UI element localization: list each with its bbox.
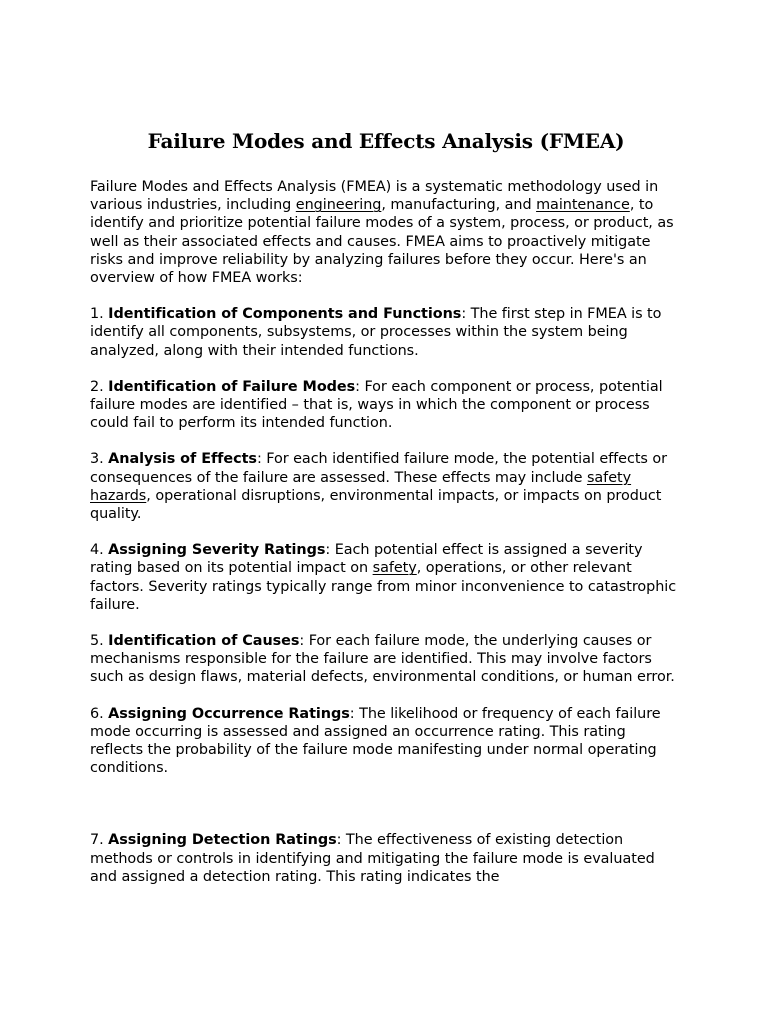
step-text: : The likelihood or frequency of each failure mode occurring is assessed and assigned an occurrence rating. This rating reflects the probability of the failure mode manifesting under normal operating conditions.	[90, 705, 661, 777]
step-text: : The effectiveness of existing detection methods or controls in identifying and mitigating the failure mode is evaluated and assigned a detection rating. This rating indicates the	[90, 832, 655, 885]
step-heading: Assigning Severity Ratings	[108, 542, 326, 559]
step-number: 5.	[90, 633, 109, 650]
step-number: 2.	[90, 378, 109, 395]
step-heading: Assigning Occurrence Ratings	[108, 705, 350, 722]
step-6-paragraph	[90, 705, 682, 778]
intro-text: , manufacturing, and	[381, 197, 537, 214]
link-safety-hazards[interactable]: safety hazards	[90, 469, 632, 504]
step-heading: Identification of Failure Modes	[108, 378, 356, 395]
step-number: 1.	[90, 306, 109, 323]
step-heading: Analysis of Effects	[108, 451, 257, 468]
step-7-paragraph	[90, 831, 682, 886]
intro-text: , to identify and prioritize potential failure modes of a system, process, or product, as well as their associated effects and causes. FMEA aims to proactively mitigate risks and improve reliability by analyzing failures before they occur. Here's an overview of how FMEA works:	[90, 197, 674, 287]
step-4-paragraph	[90, 541, 682, 614]
step-2-paragraph	[90, 378, 682, 433]
step-heading: Identification of Components and Functions	[108, 306, 462, 323]
step-text: : For each identified failure mode, the potential effects or consequences of the failure are assessed. These effects may include	[90, 451, 668, 486]
step-3-paragraph	[90, 450, 682, 523]
document-title: Failure Modes and Effects Analysis (FMEA)	[147, 129, 625, 153]
step-heading: Identification of Causes	[108, 633, 300, 650]
link-maintenance[interactable]: maintenance	[536, 197, 630, 214]
step-text: , operations, or other relevant factors. Severity ratings typically range from minor inconvenience to catastrophic failure.	[90, 560, 677, 613]
intro-text: Failure Modes and Effects Analysis (FMEA) is a systematic methodology used in various industries, including	[90, 179, 659, 214]
step-number: 6.	[90, 705, 109, 722]
step-heading: Assigning Detection Ratings	[108, 832, 337, 849]
step-text: : Each potential effect is assigned a severity rating based on its potential impact on	[90, 542, 643, 577]
step-5-paragraph	[90, 632, 682, 687]
link-engineering[interactable]: engineering	[295, 197, 382, 214]
step-text: : The first step in FMEA is to identify all components, subsystems, or processes within the system being analyzed, along with their intended functions.	[90, 306, 662, 359]
step-1-paragraph	[90, 305, 682, 360]
step-number: 4.	[90, 542, 109, 559]
link-safety[interactable]: safety	[372, 560, 417, 577]
step-text: : For each failure mode, the underlying causes or mechanisms responsible for the failure are identified. This may involve factors such as design flaws, material defects, environmental conditions, or human error.	[90, 633, 675, 686]
step-text: : For each component or process, potential failure modes are identified – that is, ways in which the component or process could fail to perform its intended function.	[90, 378, 663, 432]
step-text: , operational disruptions, environmental impacts, or impacts on product quality.	[90, 487, 662, 523]
step-number: 3.	[90, 451, 109, 468]
intro-paragraph	[90, 178, 682, 287]
step-number: 7.	[90, 832, 109, 849]
document-page	[90, 126, 682, 904]
